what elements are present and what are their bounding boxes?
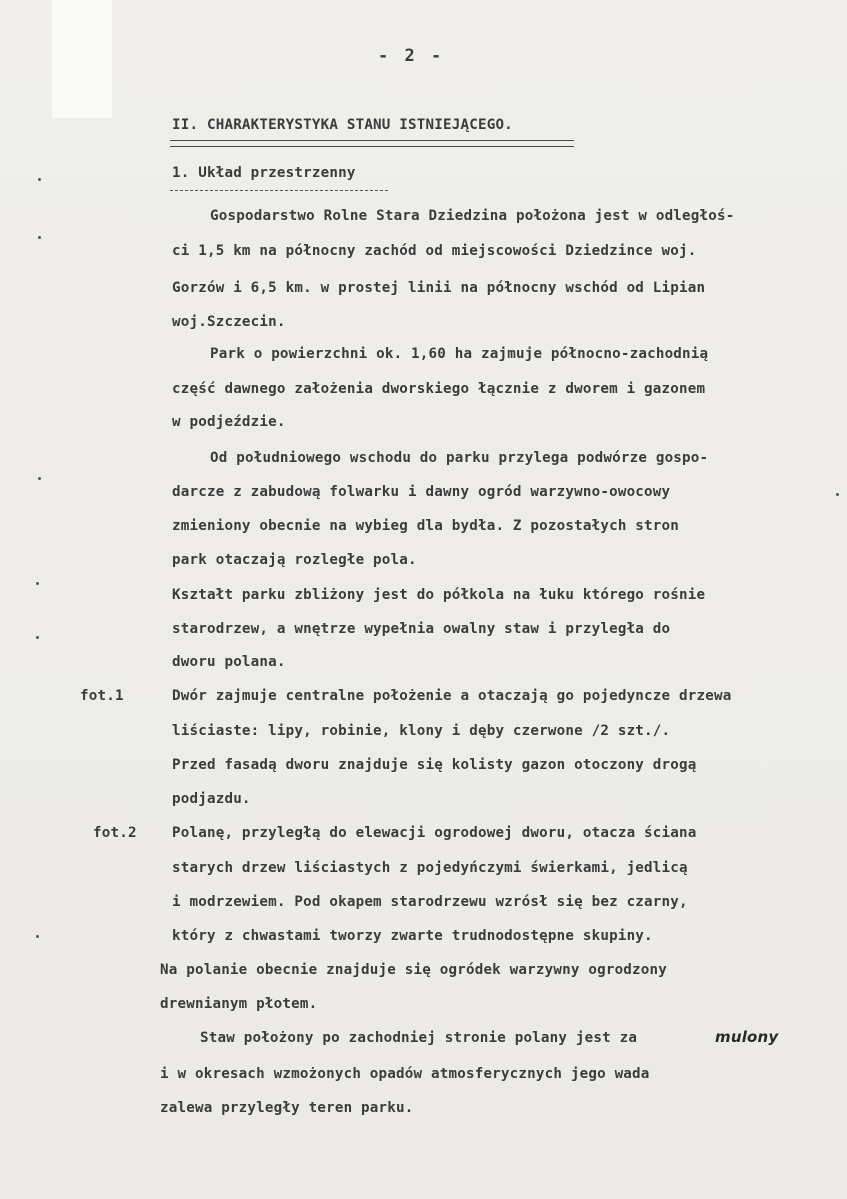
body-line: Od południowego wschodu do parku przylega podwórze gospo- (210, 450, 709, 466)
heading-double-underline (170, 140, 574, 147)
margin-speck (38, 236, 41, 239)
margin-speck (38, 178, 41, 181)
body-line: Gorzów i 6,5 km. w prostej linii na północny wschód od Lipian (172, 280, 706, 296)
body-line: liściaste: lipy, robinie, klony i dęby czerwone /2 szt./. (172, 723, 671, 739)
margin-note-fot2: fot.2 (93, 825, 137, 841)
body-line: starych drzew liściastych z pojedyńczymi świerkami, jedlicą (172, 860, 688, 876)
body-line: darcze z zabudową folwarku i dawny ogród warzywno-owocowy (172, 484, 671, 500)
body-line: Staw położony po zachodniej stronie polany jest za (200, 1030, 638, 1046)
margin-speck (38, 477, 41, 480)
margin-speck (36, 582, 39, 585)
body-line: część dawnego założenia dworskiego łącznie z dworem i gazonem (172, 381, 706, 397)
body-line: i modrzewiem. Pod okapem starodrzewu wzrósł się bez czarny, (172, 894, 688, 910)
body-line: park otaczają rozległe pola. (172, 552, 417, 568)
paper-tab (52, 0, 112, 118)
body-line: Polanę, przyległą do elewacji ogrodowej dworu, otacza ściana (172, 825, 697, 841)
page-number: - 2 - (378, 46, 445, 66)
body-line: Kształt parku zbliżony jest do półkola na łuku którego rośnie (172, 587, 706, 603)
body-line: Przed fasadą dworu znajduje się kolisty gazon otoczony drogą (172, 757, 697, 773)
body-line: Dwór zajmuje centralne położenie a otaczają go pojedyncze drzewa (172, 688, 732, 704)
margin-note-fot1: fot.1 (80, 688, 124, 704)
body-line: starodrzew, a wnętrze wypełnia owalny staw i przyległa do (172, 621, 671, 637)
body-line: zmieniony obecnie na wybieg dla bydła. Z pozostałych stron (172, 518, 680, 534)
margin-speck (36, 935, 39, 938)
body-line: zalewa przyległy teren parku. (160, 1100, 414, 1116)
body-line: i w okresach wzmożonych opadów atmosferycznych jego wada (160, 1066, 650, 1082)
margin-speck (836, 493, 839, 496)
subsection-heading: 1. Układ przestrzenny (172, 165, 356, 181)
body-line: ci 1,5 km na północny zachód od miejscowości Dziedzince woj. (172, 243, 697, 259)
body-line: woj.Szczecin. (172, 314, 286, 330)
body-line: Gospodarstwo Rolne Stara Dziedzina położona jest w odległoś- (210, 208, 735, 224)
section-heading: II. CHARAKTERYSTYKA STANU ISTNIEJĄCEGO. (172, 117, 513, 133)
body-line: podjazdu. (172, 791, 251, 807)
subheading-underline (170, 190, 388, 191)
body-line: który z chwastami tworzy zwarte trudnodostępne skupiny. (172, 928, 653, 944)
margin-speck (36, 636, 39, 639)
handwritten-correction: mulony (715, 1028, 779, 1046)
body-line: w podjeździe. (172, 414, 286, 430)
body-line: Park o powierzchni ok. 1,60 ha zajmuje północno-zachodnią (210, 346, 709, 362)
body-line: Na polanie obecnie znajduje się ogródek warzywny ogrodzony (160, 962, 668, 978)
body-line: dworu polana. (172, 654, 286, 670)
body-line: drewnianym płotem. (160, 996, 318, 1012)
